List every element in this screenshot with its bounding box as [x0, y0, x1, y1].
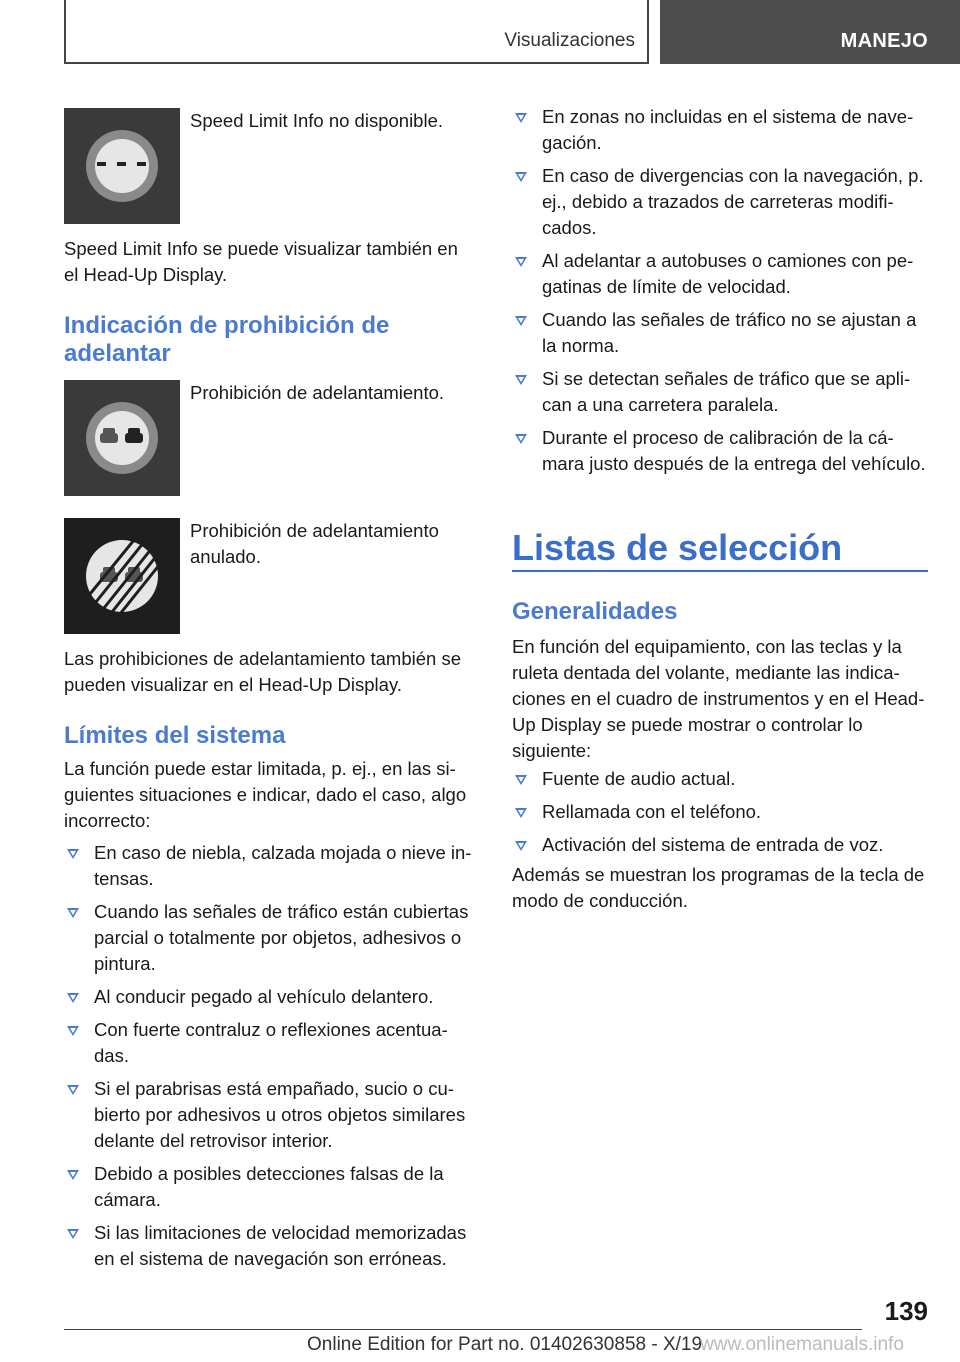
- end-of-no-overtaking-sign-icon: [64, 518, 180, 634]
- list-item: Con fuerte contraluz o reflexiones acentuadas.: [64, 1017, 476, 1069]
- list-item: Cuando las señales de tráfico están cubiertas parcial o totalmente por objetos, adhesivos o pintura.: [64, 899, 476, 977]
- heading-system-limits: Límites del sistema: [64, 722, 286, 749]
- bullet-icon: [515, 316, 527, 326]
- list-item: Activación del sistema de entrada de voz.: [512, 832, 928, 858]
- speed-limit-unavailable-sign-icon: [64, 108, 180, 224]
- bullet-icon: [67, 1026, 79, 1036]
- bullet-icon: [515, 808, 527, 818]
- bullet-icon: [67, 849, 79, 859]
- list-item: Si se detectan señales de tráfico que se aplican a una carretera paralela.: [512, 366, 928, 418]
- paragraph-general: En función del equipamiento, con las teclas y la ruleta dentada del volante, mediante las indicaciones en el cuadro de instrumentos y en el Head-Up Display se puede mostrar o controlar lo siguiente:: [512, 636, 925, 761]
- list-item: En caso de divergencias con la navegación, p. ej., debido a trazados de carreteras modificados.: [512, 163, 928, 241]
- list-item: Rellamada con el teléfono.: [512, 799, 928, 825]
- bullet-icon: [515, 775, 527, 785]
- list-item: Debido a posibles detecciones falsas de la cámara.: [64, 1161, 476, 1213]
- list-item: Si las limitaciones de velocidad memorizadas en el sistema de navegación son erróneas.: [64, 1220, 476, 1272]
- list-item: Al conducir pegado al vehículo delantero.: [64, 984, 476, 1010]
- header-section-box: [64, 0, 649, 64]
- heading-rule: [512, 570, 928, 572]
- bullet-icon: [67, 1229, 79, 1239]
- sign-caption-no-info: Speed Limit Info no disponible.: [190, 110, 444, 131]
- heading-selection-lists: Listas de selección: [512, 527, 843, 568]
- heading-overtaking: Indicación de prohibición de adelantar: [64, 312, 390, 367]
- page-number: 139: [884, 1296, 928, 1326]
- sign-caption-overtaking-end: Prohibición de adelantamiento anulado.: [190, 520, 439, 567]
- no-overtaking-sign-icon: [64, 380, 180, 496]
- footer-rule: [64, 1329, 862, 1330]
- list-item: Al adelantar a autobuses o camiones con pegatinas de límite de velocidad.: [512, 248, 928, 300]
- bullet-icon: [67, 1085, 79, 1095]
- limits-list-continued: [512, 104, 928, 484]
- paragraph-driving-modes: Además se muestran los programas de la tecla de modo de conducción.: [512, 864, 925, 911]
- paragraph-limits-intro: La función puede estar limitada, p. ej., en las siguientes situaciones e indicar, dado el caso, algo incorrecto:: [64, 758, 467, 831]
- bullet-icon: [515, 113, 527, 123]
- list-item: Durante el proceso de calibración de la cámara justo después de la entrega del vehículo.: [512, 425, 928, 477]
- watermark: www.onlinemanuals.info: [700, 1334, 904, 1355]
- heading-general: Generalidades: [512, 598, 678, 625]
- list-item: En zonas no incluidas en el sistema de navegación.: [512, 104, 928, 156]
- list-item: Fuente de audio actual.: [512, 766, 928, 792]
- bullet-icon: [67, 1170, 79, 1180]
- list-item: En caso de niebla, calzada mojada o nieve intensas.: [64, 840, 476, 892]
- chapter-title: MANEJO: [840, 30, 928, 52]
- footer-edition: Online Edition for Part no. 01402630858 - X/19www.onlinemanuals.info: [307, 1334, 904, 1355]
- bullet-icon: [515, 172, 527, 182]
- paragraph-hud-overtaking: Las prohibiciones de adelantamiento también se pueden visualizar en el Head-Up Display.: [64, 648, 461, 695]
- bullet-icon: [67, 993, 79, 1003]
- bullet-icon: [515, 841, 527, 851]
- options-list: [512, 766, 928, 865]
- bullet-icon: [515, 434, 527, 444]
- paragraph-hud-speed: Speed Limit Info se puede visualizar también en el Head-Up Display.: [64, 238, 458, 285]
- bullet-icon: [515, 257, 527, 267]
- list-item: Cuando las señales de tráfico no se ajustan a la norma.: [512, 307, 928, 359]
- bullet-icon: [515, 375, 527, 385]
- list-item: Si el parabrisas está empañado, sucio o cubierto por adhesivos u otros objetos similares delante del retrovisor interior.: [64, 1076, 476, 1154]
- section-title: Visualizaciones: [504, 30, 635, 51]
- chapter-tab: [660, 0, 960, 64]
- limits-list: [64, 840, 476, 1279]
- sign-caption-no-overtaking: Prohibición de adelantamiento.: [190, 382, 445, 403]
- bullet-icon: [67, 908, 79, 918]
